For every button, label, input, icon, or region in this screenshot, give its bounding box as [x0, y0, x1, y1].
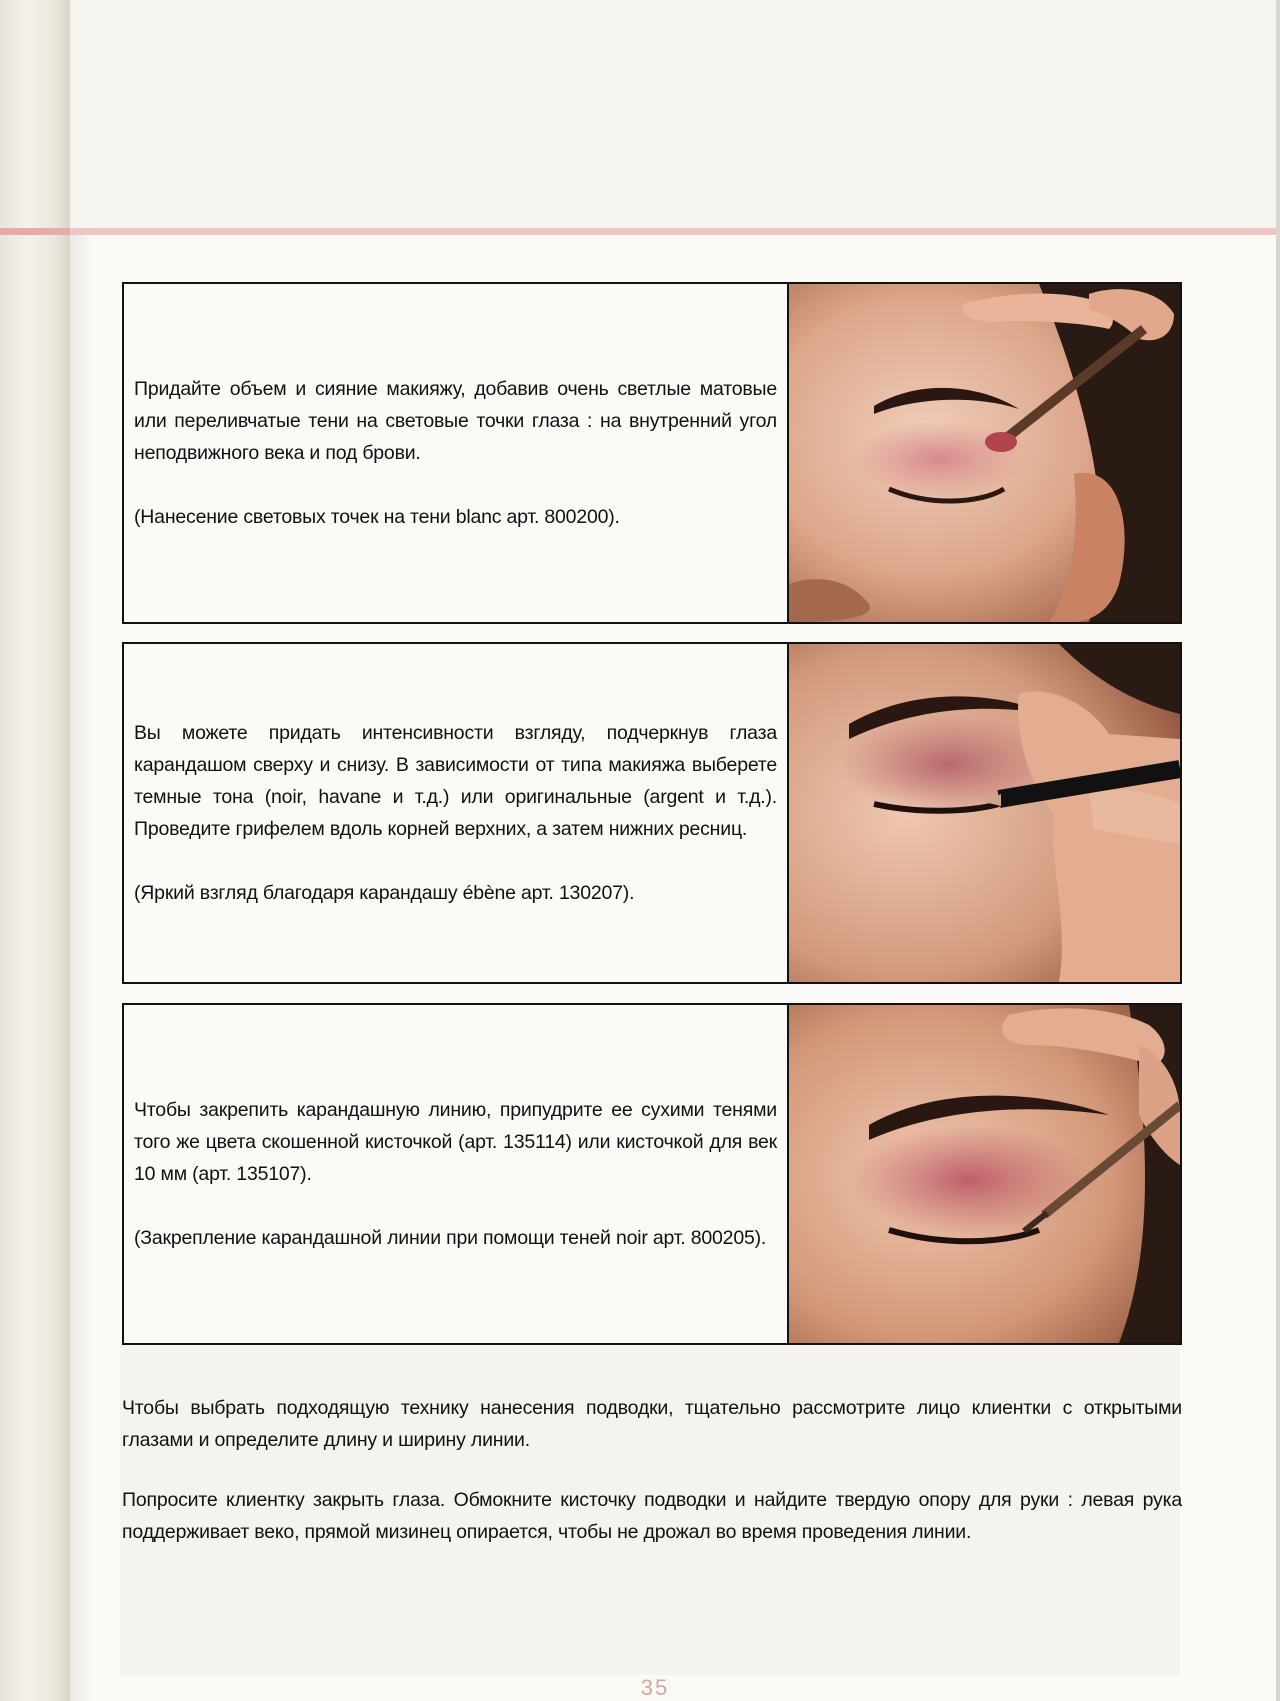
panel-text	[124, 1005, 789, 1343]
accent-rule-spine	[0, 228, 70, 235]
accent-rule	[0, 228, 1280, 235]
eye-highlight-photo	[789, 284, 1180, 622]
step-panel-fix	[122, 1003, 1182, 1345]
panel-text	[124, 284, 789, 622]
step-panel-pencil	[122, 642, 1182, 984]
page-number: 35	[640, 1675, 670, 1700]
top-margin	[70, 0, 1280, 232]
body-paragraph: Попросите клиентку закрыть глаза. Обмокните кисточку подводки и найдите твердую опору для руки : левая рука поддерживает веко, прямой мизинец опирается, чтобы не дрожал во время проведения линии.	[122, 1489, 1182, 1543]
eye-pencil-photo	[789, 644, 1180, 982]
body-paragraph: Чтобы выбрать подходящую технику нанесения подводки, тщательно рассмотрите лицо клиентки с открытыми глазами и определите длину и ширину линии.	[122, 1397, 1182, 1451]
panel-instruction: Чтобы закрепить карандашную линию, припудрите ее сухими тенями того же цвета скошенной кисточкой (арт. 135114) или кисточкой для век 10 мм (арт. 135107).	[134, 1099, 777, 1185]
spine-shadow	[70, 0, 94, 1701]
page-edge	[1276, 0, 1280, 1701]
panel-instruction: Вы можете придать интенсивности взгляду, подчеркнув глаза карандашом сверху и снизу. В зависимости от типа макияжа выберете темные тона (noir, havane и т.д.) или оригинальные (argent и т.д.). Проведите грифелем вдоль корней верхних, а затем нижних ресниц.	[134, 722, 777, 840]
panel-caption: (Нанесение световых точек на тени blanc арт. 800200).	[134, 506, 620, 528]
step-panel-highlight	[122, 282, 1182, 624]
panel-text	[124, 644, 789, 982]
panel-caption: (Закрепление карандашной линии при помощи теней noir арт. 800205).	[134, 1227, 767, 1249]
panel-caption: (Яркий взгляд благодаря карандашу ébène арт. 130207).	[134, 882, 635, 904]
eye-powder-photo	[789, 1005, 1180, 1343]
panel-instruction: Придайте объем и сияние макияжу, добавив очень светлые матовые или переливчатые тени на световые точки глаза : на внутренний угол неподвижного века и под брови.	[134, 378, 777, 464]
book-spine	[0, 0, 70, 1701]
